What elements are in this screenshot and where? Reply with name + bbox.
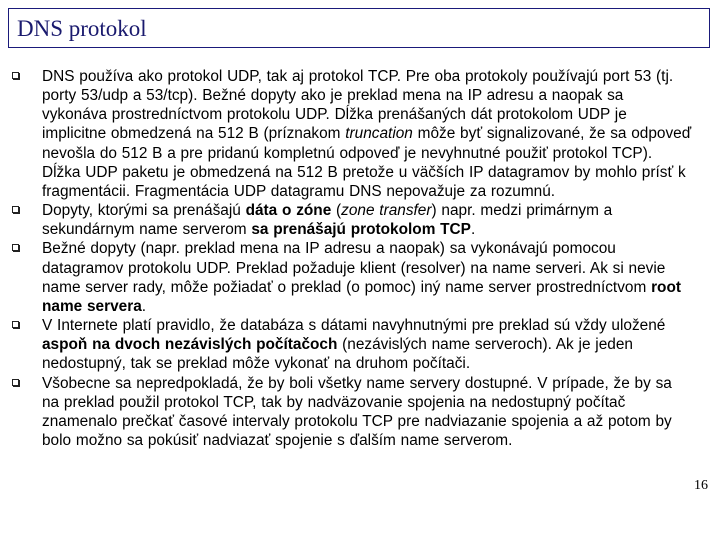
text-segment: root name servera	[42, 278, 681, 315]
text-segment: (	[331, 202, 342, 220]
bullet-item	[0, 239, 692, 316]
text-segment: môže byť signalizované, že sa odpoveď nevošla do 512 B a pre pridanú kompletnú odpoveď je nevyhnutné použiť protokol TCP). Dĺžka UDP paketu je obmedzená na 512 B pretože u väčších IP datagramov by mohlo prísť k fragmentácii. Fragmentácia UDP datagramu DNS nepovažuje za rozumnú.	[42, 125, 692, 200]
text-segment: aspoň na dvoch nezávislých počítačoch	[42, 336, 338, 354]
square-bullet-icon	[12, 244, 19, 251]
text-segment: V Internete platí pravidlo, že databáza s dátami navyhnutnými pre preklad sú vždy uložené	[42, 317, 666, 335]
text-segment: dáta o zóne	[245, 202, 332, 220]
slide-title: DNS protokol	[17, 16, 147, 41]
text-segment: Všobecne sa nepredpokladá, že by boli všetky name servery dostupné. V prípade, že by sa na preklad použil protokol TCP, tak by nadväzovanie spojenia na nedostupný počítač znamenalo prečkať časové intervaly protokolu TCP pre nadviazanie spojenia a až potom by bolo možno sa pokúsiť nadviazať spojenie s ďalším name serverom.	[42, 374, 672, 449]
square-bullet-icon	[12, 321, 19, 328]
slide-content	[0, 67, 720, 450]
text-segment: (nezávislých name serveroch). Ak je jeden nedostupný, tak se preklad môže vykonať na druhom počítači.	[42, 336, 633, 373]
text-segment: .	[470, 221, 476, 239]
square-bullet-icon	[12, 206, 19, 213]
bullet-text	[42, 316, 692, 373]
square-bullet-icon	[12, 72, 19, 79]
bullet-text	[42, 239, 692, 316]
title-bar	[8, 8, 710, 48]
text-segment: sa prenášajú protokolom TCP	[251, 221, 471, 239]
square-bullet-icon	[12, 379, 19, 386]
bullet-item	[0, 201, 692, 239]
bullet-text	[42, 201, 692, 239]
text-segment: truncation	[345, 125, 413, 143]
bullet-text	[42, 374, 692, 451]
text-segment: Dopyty, ktorými sa prenášajú	[42, 202, 246, 220]
text-segment: ) napr. medzi primárnym a sekundárnym name serverom	[42, 202, 613, 239]
text-segment: zone transfer	[341, 202, 432, 220]
text-segment: .	[141, 297, 147, 315]
page-number: 16	[694, 478, 708, 493]
text-segment: Bežné dopyty (napr. preklad mena na IP adresu a naopak) sa vykonávajú pomocou datagramov protokolu UDP. Preklad požaduje klient (resolver) na name serveri. Ak si nevie name server rady, môže požiadať o preklad (o pomoc) iný name server prostredníctvom	[42, 240, 666, 296]
bullet-list	[0, 67, 720, 450]
text-segment: DNS používa ako protokol UDP, tak aj protokol TCP. Pre oba protokoly používajú port 53 (tj. porty 53/udp a 53/tcp). Bežné dopyty ako je preklad mena na IP adresu a naopak sa vykonáva prostredníctvom protokolu UDP. Dĺžka prenášaných dát protokolom UDP je implicitne obmedzená na 512 B (príznakom	[42, 68, 674, 143]
bullet-item	[0, 316, 692, 373]
bullet-item	[0, 67, 692, 201]
bullet-item	[0, 374, 692, 451]
bullet-text	[42, 67, 692, 201]
